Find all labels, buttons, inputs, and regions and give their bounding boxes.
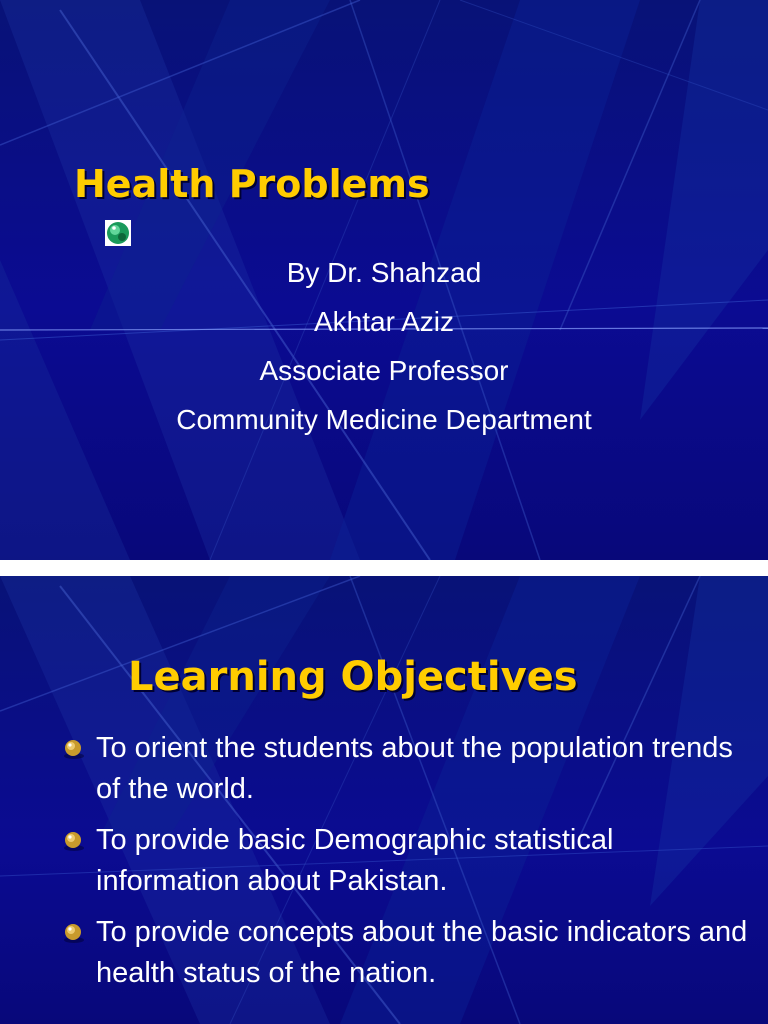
gold-sphere-bullet-icon (62, 830, 88, 852)
objective-text: To provide basic Demographic statistical information about Pakistan. (96, 824, 614, 897)
slide-heading: Learning Objectives (128, 654, 578, 700)
objective-text: To orient the students about the population trends of the world. (96, 732, 733, 805)
list-item (62, 912, 762, 994)
slide-title-heading: Health Problems (74, 162, 430, 206)
gold-sphere-bullet-icon (62, 738, 88, 760)
author-department: Community Medicine Department (176, 404, 592, 435)
slide-learning-objectives (0, 576, 768, 1024)
author-name-line-2: Akhtar Aziz (313, 306, 455, 337)
author-position: Associate Professor (259, 355, 509, 386)
objectives-list (62, 728, 762, 1004)
gold-sphere-bullet-icon (62, 922, 88, 944)
list-item (62, 820, 762, 902)
objective-text: To provide concepts about the basic indicators and health status of the nation. (96, 916, 748, 989)
list-item (62, 728, 762, 810)
author-name-line-1: By Dr. Shahzad (286, 257, 482, 288)
green-gem-icon (104, 219, 132, 247)
author-info (0, 248, 768, 444)
